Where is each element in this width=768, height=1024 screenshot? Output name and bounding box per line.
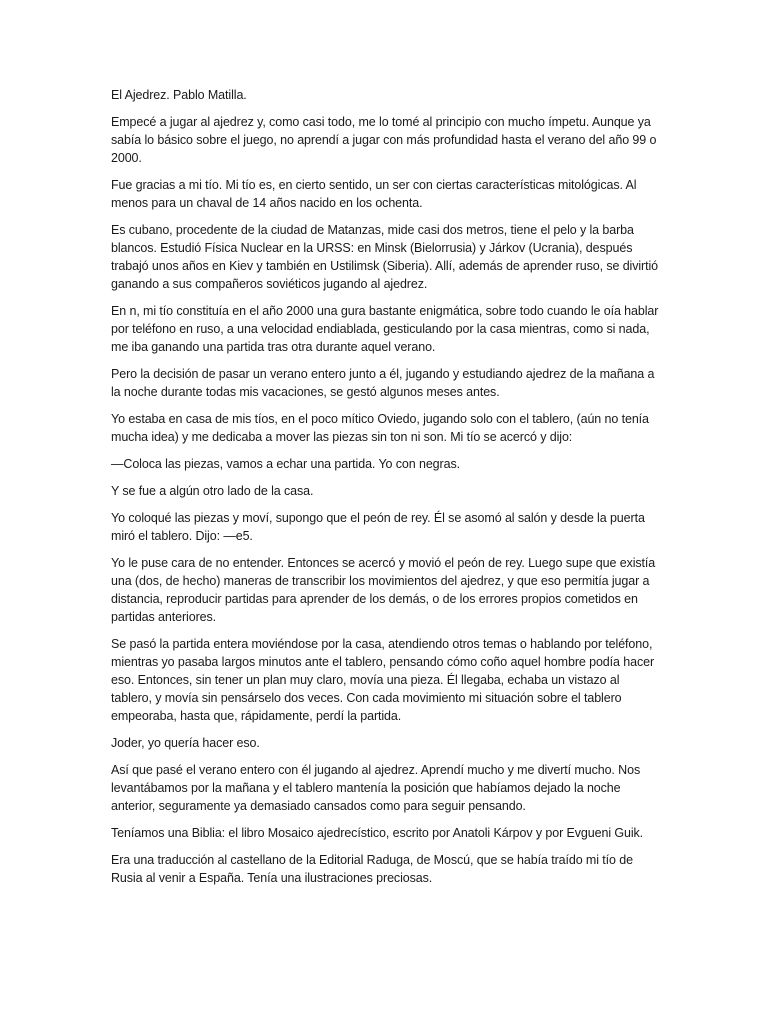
document-page	[111, 86, 663, 896]
paragraph-8: Y se fue a algún otro lado de la casa.	[111, 484, 314, 498]
paragraph-11: Se pasó la partida entera moviéndose por la casa, atendiendo otros temas o hablando por teléfono, mientras yo pasaba largos minutos ante el tablero, pensando cómo coño aquel hombre podía hacer eso. Entonces, sin tener un plan muy claro, movía una pieza. Él llegaba, echaba un vistazo al tablero, y movía sin pensárselo dos veces. Con cada movimiento mi situación sobre el tablero empeoraba, hasta que, rápidamente, perdí la partida.	[111, 637, 655, 723]
paragraph-13: Así que pasé el verano entero con él jugando al ajedrez. Aprendí mucho y me divertí mucho. Nos levantábamos por la mañana y el tablero mantenía la posición que habíamos dejado la noche anterior, seguramente ya demasiado cansados como para seguir pensando.	[111, 763, 641, 813]
paragraph-3: Es cubano, procedente de la ciudad de Matanzas, mide casi dos metros, tiene el pelo y la barba blancos. Estudió Física Nuclear en la URSS: en Minsk (Bielorrusia) y Járkov (Ucrania), después trabajó unos años en Kiev y también en Ustilimsk (Siberia). Allí, además de aprender ruso, se divirtió ganando a sus compañeros soviéticos jugando al ajedrez.	[111, 223, 659, 291]
document-title: El Ajedrez. Pablo Matilla.	[111, 88, 247, 102]
paragraph-12: Joder, yo quería hacer eso.	[111, 736, 260, 750]
paragraph-15: Era una traducción al castellano de la Editorial Raduga, de Moscú, que se había traído mi tío de Rusia al venir a España. Tenía una ilustraciones preciosas.	[111, 853, 633, 885]
paragraph-2: Fue gracias a mi tío. Mi tío es, en cierto sentido, un ser con ciertas características mitológicas. Al menos para un chaval de 14 años nacido en los ochenta.	[111, 178, 637, 210]
paragraph-4: En n, mi tío constituía en el año 2000 una gura bastante enigmática, sobre todo cuando le oía hablar por teléfono en ruso, a una velocidad endiablada, gesticulando por la casa mientras, como si nada, me iba ganando una partida tras otra durante aquel verano.	[111, 304, 659, 354]
paragraph-14: Teníamos una Biblia: el libro Mosaico ajedrecístico, escrito por Anatoli Kárpov y por Evgueni Guik.	[111, 826, 644, 840]
paragraph-7: —Coloca las piezas, vamos a echar una partida. Yo con negras.	[111, 457, 460, 471]
paragraph-6: Yo estaba en casa de mis tíos, en el poco mítico Oviedo, jugando solo con el tablero, (aún no tenía mucha idea) y me dedicaba a mover las piezas sin ton ni son. Mi tío se acercó y dijo:	[111, 412, 649, 444]
paragraph-1: Empecé a jugar al ajedrez y, como casi todo, me lo tomé al principio con mucho ímpetu. Aunque ya sabía lo básico sobre el juego, no aprendí a jugar con más profundidad hasta el verano del año 99 o 2000.	[111, 115, 657, 165]
paragraph-10: Yo le puse cara de no entender. Entonces se acercó y movió el peón de rey. Luego supe que existía una (dos, de hecho) maneras de transcribir los movimientos del ajedrez, y que eso permitía jugar a distancia, reproducir partidas para aprender de los demás, o de los errores propios cometidos en partidas anteriores.	[111, 556, 656, 624]
paragraph-5: Pero la decisión de pasar un verano entero junto a él, jugando y estudiando ajedrez de la mañana a la noche durante todas mis vacaciones, se gestó algunos meses antes.	[111, 367, 655, 399]
paragraph-9: Yo coloqué las piezas y moví, supongo que el peón de rey. Él se asomó al salón y desde la puerta miró el tablero. Dijo: —e5.	[111, 511, 645, 543]
